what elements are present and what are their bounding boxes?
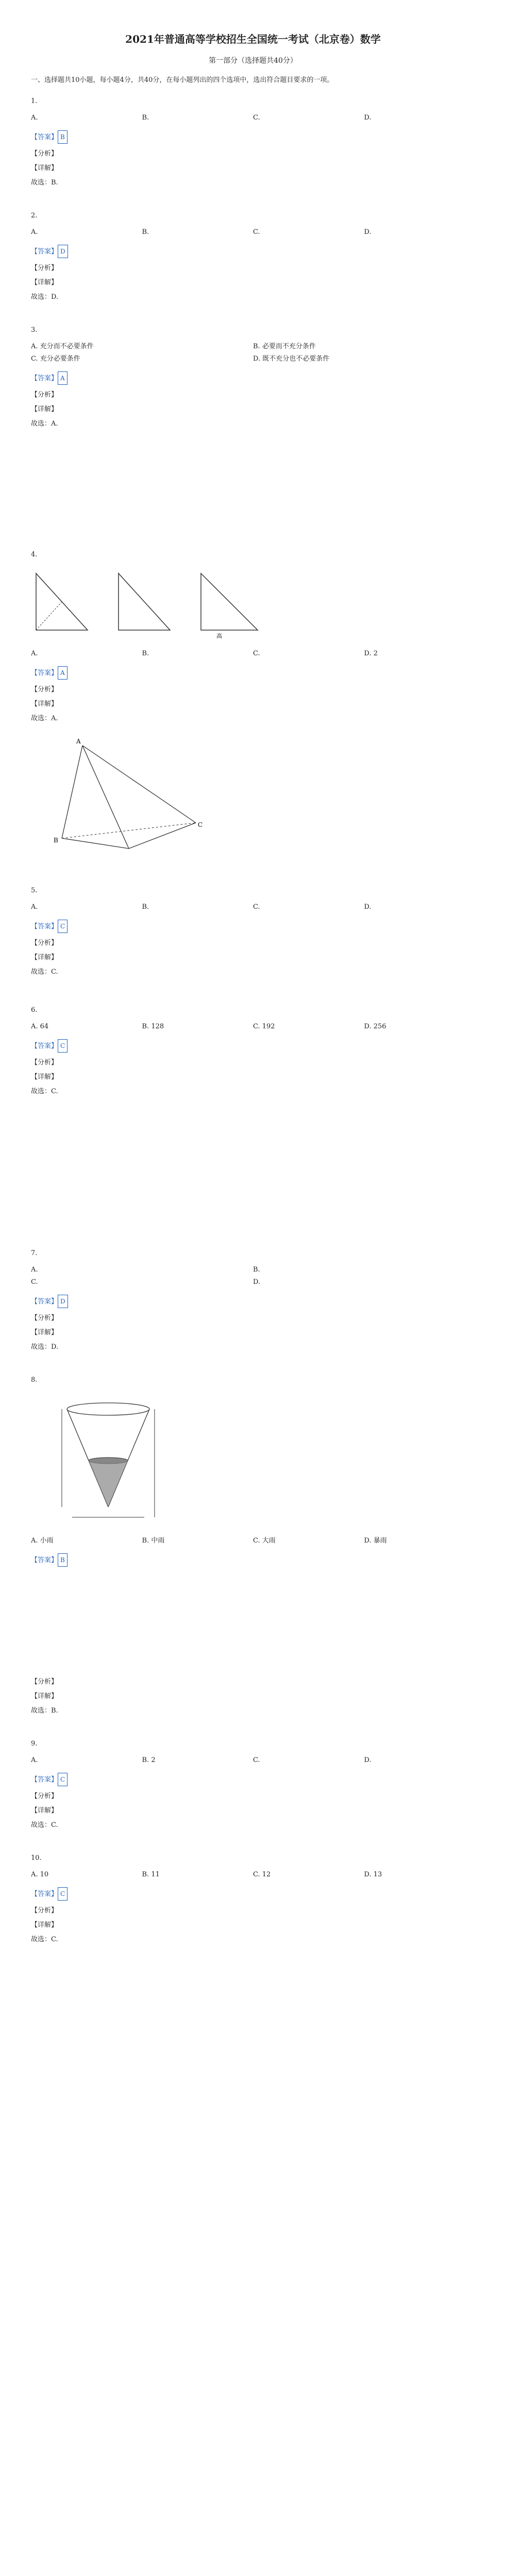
question-10: 10. A. 10 B. 11 C. 12 D. 13 【答案】 C 【分析】 【详解】 故选：C. <box>31 1852 475 1946</box>
analysis: 【分析】 <box>31 686 58 693</box>
answer-value: B <box>58 1553 68 1567</box>
option-b: B. 2 <box>142 1756 156 1764</box>
option-d: D. 暴雨 <box>364 1537 387 1545</box>
detail: 【详解】 <box>31 1329 58 1336</box>
option-d: D. 13 <box>364 1871 382 1878</box>
options <box>31 341 475 365</box>
part1-heading: 第一部分（选择题共40分） <box>209 57 297 65</box>
option-a: A. <box>31 903 38 911</box>
option-c: C. <box>31 1278 38 1286</box>
option-c: C. 大雨 <box>253 1537 276 1545</box>
detail: 【详解】 <box>31 700 58 708</box>
option-d: D. 既不充分也不必要条件 <box>253 355 330 363</box>
answer-value: A <box>58 666 68 680</box>
detail: 【详解】 <box>31 1807 58 1815</box>
option-a: A. <box>31 650 38 657</box>
answer-value: C <box>58 1773 68 1786</box>
detail: 【详解】 <box>31 1692 58 1700</box>
question-7: 7. A. B. C. D. 【答案】 D 【分析】 【详解】 故选：D. <box>31 1247 475 1353</box>
fig-label: 高 <box>216 633 222 639</box>
pick: 故选：C. <box>31 1936 58 1943</box>
detail: 【详解】 <box>31 1921 58 1929</box>
option-d: D. <box>364 228 372 236</box>
options <box>31 1264 475 1289</box>
detail: 【详解】 <box>31 954 58 961</box>
pick: 故选：C. <box>31 1088 58 1095</box>
answer-label: 【答案】 B <box>31 130 475 144</box>
answer-label: 【答案】 B <box>31 1553 475 1567</box>
vertex-label: B <box>54 837 58 844</box>
analysis: 【分析】 <box>31 150 58 158</box>
option-b: B. <box>253 1266 260 1274</box>
detail: 【详解】 <box>31 164 58 172</box>
option-c: C. 192 <box>253 1023 275 1030</box>
vertex-label: C <box>198 821 203 828</box>
question-9: 9. A. B. 2 C. D. 【答案】 C 【分析】 【详解】 故选：C. <box>31 1738 475 1832</box>
option-a: A. <box>31 1266 38 1274</box>
options <box>31 648 475 660</box>
option-c: C. 12 <box>253 1871 271 1878</box>
analysis: 【分析】 <box>31 1678 58 1686</box>
option-c: C. <box>253 114 260 122</box>
analysis: 【分析】 <box>31 1792 58 1800</box>
option-b: B. 必要而不充分条件 <box>253 343 316 350</box>
analysis: 【分析】 <box>31 264 58 272</box>
option-b: B. <box>142 903 149 911</box>
option-a: A. 64 <box>31 1023 49 1030</box>
options <box>31 901 475 913</box>
detail: 【详解】 <box>31 279 58 286</box>
pick: 故选：C. <box>31 968 58 976</box>
option-a: A. <box>31 114 38 122</box>
pick: 故选：A. <box>31 715 58 722</box>
option-a: A. 10 <box>31 1871 49 1878</box>
pick: 故选：D. <box>31 293 59 301</box>
q4-figure <box>31 568 475 640</box>
options <box>31 112 475 124</box>
analysis: 【分析】 <box>31 1314 58 1322</box>
option-d: D. 2 <box>364 650 378 657</box>
pick: 故选：C. <box>31 1821 58 1829</box>
answer-label: 【答案】 D <box>31 245 475 258</box>
question-6: 6. A. 64 B. 128 C. 192 D. 256 【答案】 C 【分析】 【详解】 故选：C. <box>31 1004 475 1098</box>
answer-value: D <box>58 245 68 258</box>
option-c: C. <box>253 1756 260 1764</box>
option-c: C. <box>253 903 260 911</box>
part1-intro: 一、选择题共10小题，每小题4分，共40分，在每小题列出的四个选项中，选出符合题目要求的一项。 <box>31 76 334 84</box>
option-c: C. 充分必要条件 <box>31 355 80 363</box>
question-2: 2. A. B. C. D. 【答案】 D 【分析】 【详解】 故选：D. <box>31 210 475 303</box>
answer-value: C <box>58 920 68 933</box>
question-number: 1. <box>31 97 38 105</box>
doc-title: 2021年普通高等学校招生全国统一考试（北京卷）数学 <box>125 33 381 45</box>
question-5: 5. A. B. C. D. 【答案】 C 【分析】 【详解】 故选：C. <box>31 885 475 978</box>
question-4: 4. 高 A. B. C. D. 2 【答案】 A 【分析】 【详解】 故选：A. A B C <box>31 549 475 859</box>
analysis: 【分析】 <box>31 939 58 947</box>
answer-label: 【答案】 C <box>31 1039 475 1053</box>
option-a: A. <box>31 1756 38 1764</box>
answer-value: C <box>58 1039 68 1053</box>
question-1 <box>31 95 475 189</box>
analysis: 【分析】 <box>31 1907 58 1914</box>
option-d: D. 256 <box>364 1023 386 1030</box>
rain-gauge-figure <box>52 1394 165 1528</box>
triangle-figure-side <box>113 568 175 640</box>
option-a: A. 小雨 <box>31 1537 54 1545</box>
pick: 故选：D. <box>31 1343 59 1351</box>
triangle-figure-top <box>196 568 263 640</box>
option-b: B. 11 <box>142 1871 160 1878</box>
options <box>31 1869 475 1881</box>
options <box>31 226 475 239</box>
option-d: D. <box>253 1278 261 1286</box>
analysis: 【分析】 <box>31 391 58 399</box>
answer-label: 【答案】 C <box>31 920 475 933</box>
detail: 【详解】 <box>31 405 58 413</box>
answer-label: 【答案】 A <box>31 666 475 680</box>
options <box>31 1021 475 1033</box>
options <box>31 1754 475 1767</box>
question-8: 8. A. 小雨 B. 中雨 C. 大雨 D. 暴雨 【答案】 B 【分析】 【详解】 故选：B. <box>31 1374 475 1717</box>
pick: 故选：A. <box>31 420 58 428</box>
answer-value: A <box>58 371 68 385</box>
answer-label: 【答案】 C <box>31 1773 475 1786</box>
option-b: B. 128 <box>142 1023 164 1030</box>
answer-label: 【答案】 C <box>31 1887 475 1901</box>
question-3: 3. A. 充分而不必要条件 B. 必要而不充分条件 C. 充分必要条件 D. 既不充分也不必要条件 【答案】 A 【分析】 【详解】 故选：A. <box>31 324 475 430</box>
triangle-figure-front <box>31 568 93 640</box>
option-b: B. <box>142 228 149 236</box>
option-d: D. <box>364 114 372 122</box>
option-d: D. <box>364 903 372 911</box>
pick: 故选：B. <box>31 1707 58 1715</box>
option-b: B. <box>142 114 149 122</box>
tetrahedron-figure <box>52 735 206 859</box>
options <box>31 1535 475 1547</box>
option-b: B. 中雨 <box>142 1537 165 1545</box>
answer-value: D <box>58 1295 68 1308</box>
answer-value: C <box>58 1887 68 1901</box>
analysis: 【分析】 <box>31 1059 58 1066</box>
vertex-label: A <box>76 738 81 745</box>
option-d: D. <box>364 1756 372 1764</box>
answer-label: 【答案】 A <box>31 371 475 385</box>
option-c: C. <box>253 650 260 657</box>
pick: 故选：B. <box>31 179 58 187</box>
option-c: C. <box>253 228 260 236</box>
answer-label: 【答案】 D <box>31 1295 475 1308</box>
detail: 【详解】 <box>31 1073 58 1081</box>
option-b: B. <box>142 650 149 657</box>
option-a: A. 充分而不必要条件 <box>31 343 94 350</box>
option-a: A. <box>31 228 38 236</box>
answer-value: B <box>58 130 68 144</box>
